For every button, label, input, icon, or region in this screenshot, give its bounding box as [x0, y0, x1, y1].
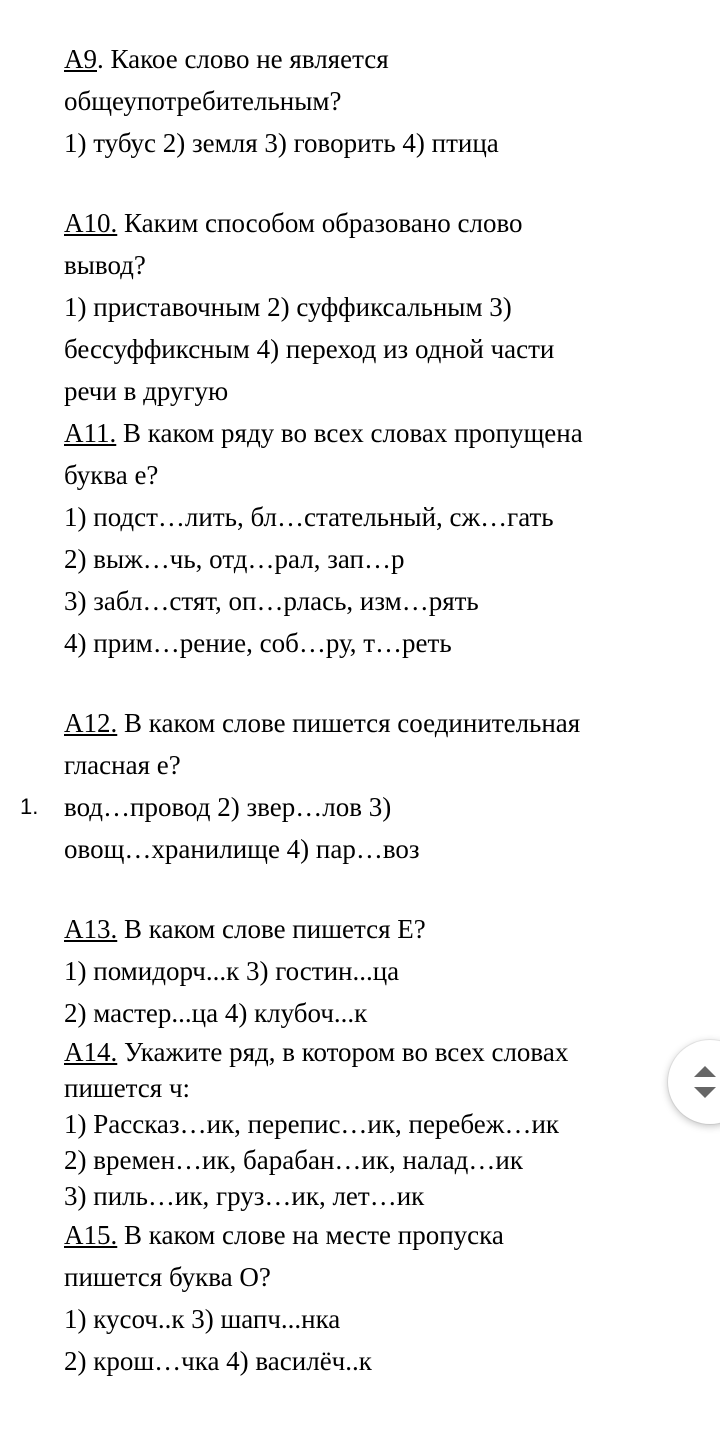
question-label: А13. — [64, 914, 118, 944]
question-label: А12. — [64, 708, 118, 738]
up-down-arrows-icon — [690, 1064, 720, 1100]
question-label: А11. — [64, 418, 117, 448]
answer-options: 1) приставочным 2) суффиксальным 3) — [64, 292, 512, 322]
question-a9: A9. Какое слово не является — [64, 44, 389, 74]
answer-options: 1. вод…провод 2) звер…лов 3) — [64, 786, 684, 828]
answer-options: 1) тубус 2) земля 3) говорить 4) птица — [64, 128, 499, 158]
question-a13: А13. В каком слове пишется Е? — [64, 914, 426, 944]
answer-options: 1) помидорч...к 3) гостин...ца — [64, 956, 400, 986]
question-a14: А14. Укажите ряд, в котором во всех словах — [64, 1037, 569, 1067]
question-a11: А11. В каком ряду во всех словах пропущена — [64, 418, 583, 448]
answer-options: 1) Рассказ…ик, перепис…ик, перебеж…ик — [64, 1109, 560, 1139]
answer-options: 1) подст…лить, бл…стательный, сж…гать — [64, 502, 554, 532]
question-label: А14. — [64, 1037, 118, 1067]
question-a15: А15. В каком слове на месте пропуска — [64, 1220, 504, 1250]
question-label: А10. — [64, 208, 118, 238]
question-a12: А12. В каком слове пишется соединительная — [64, 708, 581, 738]
document-content: A9. Какое слово не является общеупотребительным? 1) тубус 2) земля 3) говорить 4) птица А10. Каким способом образовано слово вывод? 1) приставочным 2) суффиксальным 3) бессуффиксным 4) переход из одной части речи в другую А11. В каком ряду во всех словах пропущена буква е? 1) подст…лить, бл…стательный, сж…гать 2) выж…чь, отд…рал, зап…р 3) забл…стят, оп…рлась, изм…рять 4) прим…рение, соб…ру, т…реть А12. В каком слове пишется соединительная гласная е? 1. вод…провод 2) звер…лов 3) овощ…хранилище 4) пар…воз А13. В каком слове пишется Е? 1) помидорч...к 3) гостин...ца 2) мастер...ца 4) клубоч...к А14. Укажите ряд, в котором во всех словах пишется ч: 1) Рассказ…ик, перепис…ик, перебеж…ик 2) времен…ик, барабан…ик, налад…ик 3) пиль…ик, груз…ик, лет…ик А15. В каком слове на месте пропуска пишется буква О? 1) кусоч..к 3) шапч...нка 2) крош…чка 4) василёч..к — [64, 38, 684, 1382]
question-label: А15. — [64, 1220, 118, 1250]
answer-options: 1) кусоч..к 3) шапч...нка — [64, 1304, 341, 1334]
list-number: 1. — [20, 794, 39, 819]
question-label: A9 — [64, 44, 97, 74]
question-a10: А10. Каким способом образовано слово — [64, 208, 523, 238]
